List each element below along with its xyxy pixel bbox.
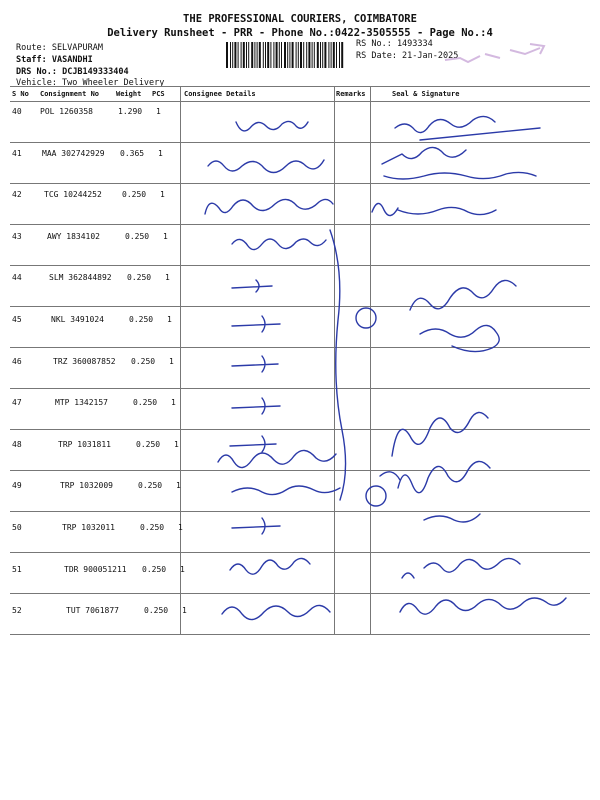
consignee-signature: [230, 558, 310, 574]
recipient-signature: [402, 558, 520, 578]
consignee-signature: [208, 160, 324, 173]
cell-pcs: 1: [156, 107, 161, 116]
cell-wt: 0.250: [131, 357, 156, 366]
consignee-mark: [232, 280, 272, 292]
consignee-signature: [232, 486, 340, 495]
column-header: PCS: [152, 90, 165, 98]
cell-sno: 44: [12, 273, 22, 282]
route-line: Route: SELVAPURAM: [16, 43, 103, 53]
cell-sno: 40: [12, 107, 22, 116]
cell-wt: 0.250: [142, 565, 167, 574]
cell-sno: 46: [12, 357, 22, 366]
recipient-signature: [400, 598, 566, 614]
cell-wt: 0.365: [120, 149, 145, 158]
cell-cno: TCG 10244252: [44, 190, 102, 199]
cell-cno: NKL 3491024: [51, 315, 104, 324]
consignee-signature: [236, 121, 308, 130]
consignee-mark: [232, 356, 278, 372]
consignee-signature: [222, 605, 330, 619]
circled-mark: [356, 308, 376, 328]
recipient-signature: [395, 116, 540, 140]
cell-cno: AWY 1834102: [47, 232, 100, 241]
cell-cno: MTP 1342157: [55, 398, 108, 407]
column-header: Consignment No: [40, 90, 100, 98]
recipient-signature: [410, 280, 516, 351]
cell-cno: MAA 302742929: [42, 149, 105, 158]
cell-sno: 47: [12, 398, 22, 407]
cell-pcs: 1: [182, 606, 187, 615]
cell-wt: 0.250: [122, 190, 147, 199]
cell-cno: POL 1260358: [40, 107, 93, 116]
drs-number: DCJB149333404: [62, 67, 129, 77]
cell-wt: 1.290: [118, 107, 143, 116]
column-header: Seal & Signature: [392, 90, 460, 98]
drs-label: DRS No.:: [16, 67, 57, 77]
recipient-signature: [382, 147, 536, 179]
cell-wt: 0.250: [136, 440, 161, 449]
cell-pcs: 1: [160, 190, 165, 199]
runsheet-title: Delivery Runsheet - PRR - Phone No.:0422-3505555 - Page No.:4: [107, 27, 493, 39]
cell-pcs: 1: [178, 523, 183, 532]
cell-wt: 0.250: [125, 232, 150, 241]
consignee-signature: [205, 199, 333, 214]
cell-sno: 51: [12, 565, 22, 574]
cell-cno: TRP 1032009: [60, 481, 113, 490]
cell-cno: TRZ 360087852: [53, 357, 116, 366]
consignee-mark: [230, 436, 276, 452]
cell-wt: 0.250: [138, 481, 163, 490]
cell-sno: 49: [12, 481, 22, 490]
circled-mark: [366, 486, 386, 506]
consignee-mark: [232, 518, 280, 534]
cell-pcs: 1: [158, 149, 163, 158]
consignee-signature: [232, 239, 326, 250]
cell-wt: 0.250: [133, 398, 158, 407]
column-header: Weight: [116, 90, 142, 98]
cell-cno: TRP 1031811: [58, 440, 111, 449]
staff-label: Staff:: [16, 55, 47, 65]
cell-sno: 45: [12, 315, 22, 324]
rs-date: RS Date: 21-Jan-2025: [356, 51, 459, 61]
cell-sno: 52: [12, 606, 22, 615]
cell-sno: 48: [12, 440, 22, 449]
cell-cno: TRP 1032011: [62, 523, 115, 532]
cell-sno: 42: [12, 190, 22, 199]
staff-name: VASANDHI: [51, 55, 93, 65]
cell-wt: 0.250: [129, 315, 154, 324]
rs-number: RS No.: 1493334: [356, 39, 433, 49]
cell-wt: 0.250: [140, 523, 165, 532]
cell-pcs: 1: [180, 565, 185, 574]
cell-sno: 43: [12, 232, 22, 241]
column-header: Consignee Details: [184, 90, 256, 98]
cell-wt: 0.250: [127, 273, 152, 282]
cell-pcs: 1: [176, 481, 181, 490]
cell-pcs: 1: [174, 440, 179, 449]
column-header: Remarks: [336, 90, 366, 98]
vehicle-line: Vehicle: Two Wheeler Delivery: [16, 78, 165, 88]
cell-pcs: 1: [171, 398, 176, 407]
cell-pcs: 1: [165, 273, 170, 282]
recipient-signature: [372, 203, 496, 215]
cell-cno: SLM 362844892: [49, 273, 112, 282]
bracket-mark: [330, 230, 346, 500]
cell-wt: 0.250: [144, 606, 169, 615]
cell-pcs: 1: [167, 315, 172, 324]
cell-sno: 41: [12, 149, 22, 158]
recipient-signature: [380, 412, 488, 480]
cell-pcs: 1: [163, 232, 168, 241]
consignee-mark: [232, 398, 280, 414]
consignee-mark: [232, 316, 280, 332]
column-header: S No: [12, 90, 29, 98]
cell-cno: TDR 900051211: [64, 565, 127, 574]
cell-cno: TUT 7061877: [66, 606, 119, 615]
cell-pcs: 1: [169, 357, 174, 366]
recipient-signature: [398, 461, 490, 522]
consignee-signature: [218, 450, 336, 467]
company-name: THE PROFESSIONAL COURIERS, COIMBATORE: [183, 13, 417, 25]
cell-sno: 50: [12, 523, 22, 532]
